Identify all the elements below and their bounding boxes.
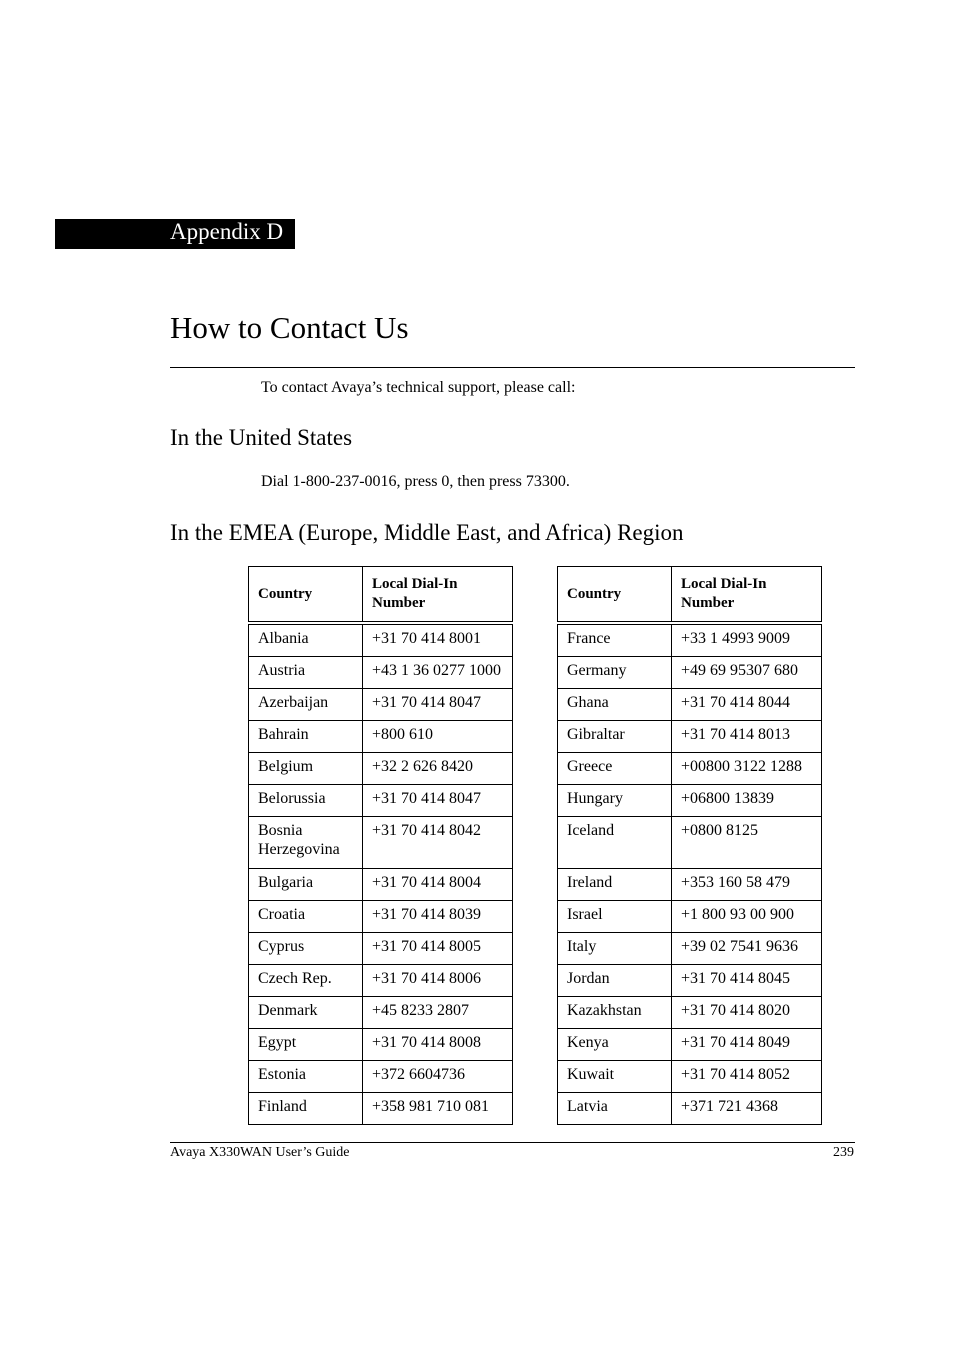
emea-table-left — [248, 566, 513, 1125]
table-row — [558, 933, 822, 965]
table-row — [558, 1093, 822, 1125]
country-cell: Greece — [558, 753, 672, 785]
column-header-number: Local Dial-In Number — [363, 567, 513, 624]
table-row — [558, 817, 822, 869]
table-row — [249, 1061, 513, 1093]
number-cell: +371 721 4368 — [672, 1093, 822, 1125]
country-cell: Gibraltar — [558, 721, 672, 753]
country-cell: Kenya — [558, 1029, 672, 1061]
number-cell: +45 8233 2807 — [363, 997, 513, 1029]
number-cell: +31 70 414 8052 — [672, 1061, 822, 1093]
number-cell: +0800 8125 — [672, 817, 822, 869]
table-row — [558, 689, 822, 721]
number-cell: +31 70 414 8045 — [672, 965, 822, 997]
us-dial-text: Dial 1-800-237-0016, press 0, then press 73300. — [261, 473, 570, 490]
table-row — [249, 657, 513, 689]
emea-table-right — [557, 566, 822, 1125]
number-cell: +800 610 — [363, 721, 513, 753]
number-cell: +31 70 414 8008 — [363, 1029, 513, 1061]
column-header-number: Local Dial-In Number — [672, 567, 822, 624]
page-title: How to Contact Us — [170, 310, 409, 345]
country-cell: Kuwait — [558, 1061, 672, 1093]
country-cell: Hungary — [558, 785, 672, 817]
country-cell: Bulgaria — [249, 869, 363, 901]
table-row — [558, 965, 822, 997]
country-cell: Belorussia — [249, 785, 363, 817]
table-row — [249, 817, 513, 869]
country-cell: Israel — [558, 901, 672, 933]
country-cell: Italy — [558, 933, 672, 965]
country-cell: Germany — [558, 657, 672, 689]
number-cell: +31 70 414 8047 — [363, 785, 513, 817]
country-cell: Iceland — [558, 817, 672, 869]
number-cell: +1 800 93 00 900 — [672, 901, 822, 933]
number-cell: +353 160 58 479 — [672, 869, 822, 901]
country-cell: Azerbaijan — [249, 689, 363, 721]
number-cell: +32 2 626 8420 — [363, 753, 513, 785]
us-heading: In the United States — [170, 425, 353, 450]
country-cell: Bosnia Herzegovina — [249, 817, 363, 869]
appendix-label: Appendix D — [170, 219, 284, 244]
number-cell: +358 981 710 081 — [363, 1093, 513, 1125]
table-row — [249, 1093, 513, 1125]
country-cell: Ghana — [558, 689, 672, 721]
country-cell: Latvia — [558, 1093, 672, 1125]
table-row — [249, 1029, 513, 1061]
number-cell: +372 6604736 — [363, 1061, 513, 1093]
intro-text: To contact Avaya’s technical support, please call: — [261, 379, 576, 396]
number-cell: +31 70 414 8013 — [672, 721, 822, 753]
footer-guide-title: Avaya X330WAN User’s Guide — [170, 1145, 350, 1160]
number-cell: +31 70 414 8020 — [672, 997, 822, 1029]
table-row — [558, 623, 822, 657]
table-row — [558, 785, 822, 817]
table-row — [249, 785, 513, 817]
table-header-row — [558, 567, 822, 624]
country-cell: Czech Rep. — [249, 965, 363, 997]
table-row — [249, 689, 513, 721]
number-cell: +33 1 4993 9009 — [672, 623, 822, 657]
country-cell: Croatia — [249, 901, 363, 933]
table-row — [558, 901, 822, 933]
column-header-country: Country — [249, 567, 363, 624]
number-cell: +31 70 414 8005 — [363, 933, 513, 965]
table-row — [249, 869, 513, 901]
page-number: 239 — [833, 1145, 854, 1160]
number-cell: +31 70 414 8044 — [672, 689, 822, 721]
table-row — [558, 721, 822, 753]
table-header-row — [249, 567, 513, 624]
number-cell: +06800 13839 — [672, 785, 822, 817]
number-cell: +39 02 7541 9636 — [672, 933, 822, 965]
table-row — [249, 721, 513, 753]
number-cell: +31 70 414 8004 — [363, 869, 513, 901]
country-cell: Kazakhstan — [558, 997, 672, 1029]
country-cell: Ireland — [558, 869, 672, 901]
number-cell: +31 70 414 8042 — [363, 817, 513, 869]
table-row — [558, 1029, 822, 1061]
country-cell: Egypt — [249, 1029, 363, 1061]
emea-heading: In the EMEA (Europe, Middle East, and Africa) Region — [170, 520, 684, 545]
table-row — [558, 753, 822, 785]
number-cell: +00800 3122 1288 — [672, 753, 822, 785]
table-row — [558, 657, 822, 689]
table-row — [249, 901, 513, 933]
table-row — [558, 997, 822, 1029]
country-cell: Denmark — [249, 997, 363, 1029]
country-cell: Albania — [249, 623, 363, 657]
country-cell: Finland — [249, 1093, 363, 1125]
number-cell: +31 70 414 8001 — [363, 623, 513, 657]
country-cell: Austria — [249, 657, 363, 689]
number-cell: +31 70 414 8039 — [363, 901, 513, 933]
country-cell: France — [558, 623, 672, 657]
table-row — [558, 869, 822, 901]
table-row — [249, 753, 513, 785]
table-row — [249, 933, 513, 965]
table-row — [249, 965, 513, 997]
country-cell: Belgium — [249, 753, 363, 785]
number-cell: +31 70 414 8047 — [363, 689, 513, 721]
number-cell: +43 1 36 0277 1000 — [363, 657, 513, 689]
country-cell: Bahrain — [249, 721, 363, 753]
number-cell: +49 69 95307 680 — [672, 657, 822, 689]
column-header-country: Country — [558, 567, 672, 624]
table-row — [249, 997, 513, 1029]
country-cell: Jordan — [558, 965, 672, 997]
table-row — [558, 1061, 822, 1093]
country-cell: Cyprus — [249, 933, 363, 965]
number-cell: +31 70 414 8006 — [363, 965, 513, 997]
number-cell: +31 70 414 8049 — [672, 1029, 822, 1061]
title-rule — [170, 367, 855, 368]
table-row — [249, 623, 513, 657]
country-cell: Estonia — [249, 1061, 363, 1093]
